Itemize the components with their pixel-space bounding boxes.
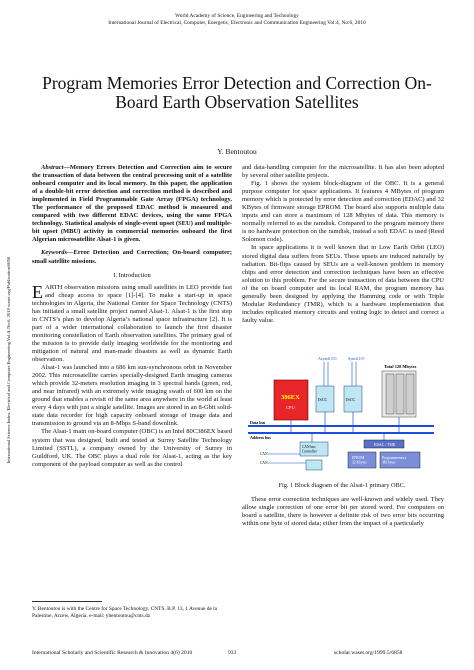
io-lines (324, 362, 356, 386)
right-column-bottom (242, 496, 444, 528)
side-banner (6, 180, 14, 540)
footer-journal: International Scholarly and Scientific Research & Innovation 4(6) 2010 (32, 650, 193, 656)
keywords-label: Keywords (41, 249, 67, 257)
right-paragraph-2: Fig. 1 shows the system block-diagram of the OBC. It is a general purpose computer for space applications. It features 4 MBytes of program memory which is protected by error detection and correction (EDAC) and 32 KBytes of firmware storage EPROM. The board also supports multiple data inputs and can store a maximum of 128 Mbytes of data. This memory is normally referred to as the ramdisk. Compared to the program memory there is no hardware protection on the ramdisk, instead a soft EDAC is used (Reed Solomon code). (242, 180, 444, 244)
fig-label-synch: Synch I/O (348, 356, 365, 361)
right-paragraph-4: These error correction techniques are well-known and widely used. They allow single correction of one error bit per stored word. For computers on board a satellite, there is however a definite risk of two error bits occurring within one byte of stored data; either from the impact of a particularly (242, 496, 444, 528)
iscc-label-2: ISCC (346, 397, 356, 402)
footer-page-number: 933 (228, 650, 237, 656)
journal-header-line1: World Academy of Science, Engineering and Technology (175, 13, 299, 19)
paper-title: Program Memories Error Detection and Correction On-Board Earth Observation Satellites (42, 73, 432, 112)
can-controller-label: CAN bus Controller (302, 445, 317, 454)
obc-block-diagram (244, 354, 440, 478)
can-block (306, 460, 322, 470)
fig-label-ramdisk: Total 128 Mbytes (384, 364, 417, 369)
address-bus-label: Address bus (250, 435, 271, 440)
iscc-label-1: ISCC (318, 397, 328, 402)
figure-caption: Fig. 1 Block diagram of the Alsat-1 primary OBC. (278, 482, 406, 489)
abstract (32, 164, 232, 244)
fig-label-asynch: Asynch I/O (318, 356, 337, 361)
keywords (32, 249, 232, 265)
abstract-text: —Memory Errors Detection and Correction aim to secure the transaction of data between the central processing unit of a satellite onboard computer and its local memory. In this paper, the application of a double-bit error detection and correction method is described and implemented in Field Programmable Gate Array (FPGA) technology. The performance of the proposed EDAC method is measured and compared with two different EDAC devices, using the same FPGA technology. Statistical analysis of single-event upset (SEU) and multiple-bit upset (MBU) activity in commercial memories onboard the first Algerian microsatellite Alsat-1 is given. (32, 164, 232, 244)
right-paragraph-3: In space applications it is well known that in Low Earth Orbit (LEO) stored digital data suffers from SEUs. These upsets are induced naturally by radiation. Bit-flips caused by SEUs are a well-known problem in memory chips and error detection and correction techniques have been an effective solution to this problem. For the secure transaction of data between the CPU of the on board computer and its local RAM, the program memory has generally been designed by applying the Hamming code or with Triple Modular Redundancy (TMR), which is a hardware implementation that includes replicated memory circuits and voting logic to detect and correct a faulty value. (242, 244, 444, 324)
ramdisk-stack (382, 371, 416, 417)
author: Y. Bentoutou (217, 147, 257, 156)
intro-paragraph-1-text: ARTH observation missions using small satellites in LEO provide fast and cheap access to space [1]-[4]. To make a start-up in space technologies in Algeria, the National Center for Space Technology (CNTS) has initiated a small satellite project named Alsat-1. Alsat-1 is the first step in CNTS’s plan to develop Algeria’s national space infrastructure [2]. It is part of a wider international collaboration to launch the first disaster monitoring constellation of Earth observation satellites. The primary goal of the mission is to provide daily imaging worldwide for the monitoring and mitigation of natural and man-made disasters as well as dynamic Earth observation. (32, 283, 232, 364)
left-column (32, 164, 232, 469)
intro-paragraph-3: The Alsat-1 main on-board computer (OBC) is an Intel 80C386EX based system that was designed, built and tested at Surrey Satellite Technology Limited (SSTL), a company owned by the University of Surrey in Guildford, UK. The OBC plays a dual role for Alsat-1, acting as the key component of the payload computer as well as the control (32, 428, 232, 468)
cpu-label: 386EX (281, 394, 300, 401)
intro-paragraph-1 (32, 281, 232, 364)
footer-url: scholar.waset.org/1999.5/6858 (334, 650, 403, 656)
intro-paragraph-2: Alsat-1 was launched into a 686 km sun-synchronous orbit in November 2002. This microsatellite carries specially-designed Earth imaging cameras which provide 32-meters resolution imaging in 3 spectral bands (green, red, and near infrared) with an extremely wide imaging swath of 600 km on the ground that enables a revisit of the same area anywhere in the world at least every 4 days with just a single satellite. Images are stored in an 8-Gbit solid-state data recorder for high capacity onboard storage of image data and transmission to ground via an 8-Mbps S-band downlink. (32, 364, 232, 428)
can-label-b: CAN (260, 461, 268, 465)
keywords-text: —Error Detection and Correction; On-board computer; small satellite missions. (32, 249, 232, 265)
right-paragraph-1: and data-handling computer for the microsatellite. It has also been adopted by several other satellite projects. (242, 164, 444, 180)
side-banner-text: International Science Index, Electrical and Computer Engineering Vol:4, No:6, 2010 waset.org/Publication/6858 (6, 256, 11, 464)
journal-header-line2: International Journal of Electrical, Computer, Energetic, Electronic and Communication Engineering Vol:4, No:6, 2010 (108, 20, 366, 26)
eprom-label: EPROM 32 Kbytes (352, 456, 367, 465)
data-bus-label: Data bus (250, 420, 266, 425)
right-column-top (242, 164, 444, 325)
program-memory-label: Programmemory 4M bytes (382, 456, 407, 465)
abstract-label: Abstract (41, 164, 64, 171)
footnote: Y. Bentoutou is with the Centre for Space Technology, CNTS. B.P. 13, 1 Avenue de la Palestine, Arzew, Algeria. e-mail: ybentoutou@cnts.dz (32, 606, 218, 619)
edac-label: EDAC / TMR (374, 443, 396, 447)
footnote-rule (32, 601, 102, 602)
cpu-sublabel: CPU (286, 405, 295, 410)
section-heading-introduction: I. Introduction (113, 271, 151, 279)
can-label-a: CAN (260, 452, 268, 456)
drop-cap: E (32, 281, 43, 302)
